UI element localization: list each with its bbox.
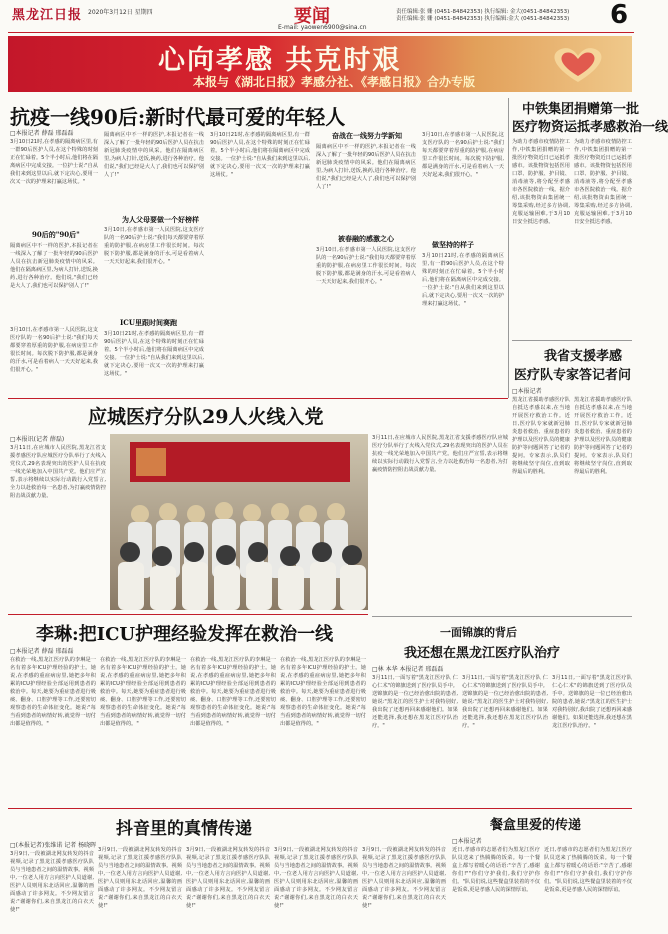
- article5-headline-2: 我还想在黑龙江医疗队治疗: [404, 646, 561, 661]
- article5-text-col3: 3月11日,一面写着"黑龙江医疗队 仁心仁术"的锦旗送到了医疗队员手中。送锦旗的是一位已经治愈出院的患者,她说:"黑龙江的医生护士对我特别好,我出院了还想再回来感谢他们。如果还能选择,我还想在黑龙江医疗队治疗。": [552, 675, 632, 729]
- article7-text-col5: 3月9日,一段被湖北网友转发的抖音视频,记录了黑龙江援孝感医疗队队员与当地患者之间的温情故事。视频中,一位老人用方言向医护人员道谢,医护人员则用东北话回应,温馨的画面感动了许多网友。不少网友留言说:"谢谢你们,来自黑龙江的白衣天使!": [362, 847, 446, 909]
- article7-text-col1: 3月9日,一段被湖北网友转发的抖音视频,记录了黑龙江援孝感医疗队队员与当地患者之间的温情故事。视频中,一位老人用方言向医护人员道谢,医护人员则用东北话回应,温馨的画面感动了许多网友。不少网友留言说:"谢谢你们,来自黑龙江的白衣天使!": [10, 851, 94, 913]
- article2-text-col1: 为助力孝感市疫情防控工作,中铁集团捐赠的第一批医疗物资近日已运抵孝感市。该批物资包括医用口罩、防护服、护目镜、消毒液等,将分配至孝感市各医院救治一线。据介绍,该批物资由集团统一筹集采购,经过多方协调,克服运输困难,于3月10日安全抵达孝感。: [512, 139, 570, 225]
- section-divider-2: [372, 616, 632, 617]
- article1-subhead-3: 90后的"90后": [32, 230, 80, 239]
- masthead: 黑龙江日报: [12, 8, 83, 23]
- article5-headline: 一面锦旗的背后: [440, 626, 517, 639]
- article1-subhead-6: 做坚持的样子: [432, 240, 474, 249]
- article2-headline-2: 医疗物资运抵孝感救治一线: [512, 120, 668, 135]
- article6-text-col4: 在救治一线,黑龙江医疗队的李琳是一名有着多年ICU护理经验的护士。她说,在孝感的重症病房里,她把多年积累的ICU护理经验全部运用到患者的救治中。每天,她要为重症患者进行吸痰、翻身、口腔护理等工作,还要密切观察患者的生命体征变化。她说:"每当看到患者的病情好转,就觉得一切付出都是值得的。": [280, 657, 366, 727]
- article5-text-col2: 3月11日,一面写着"黑龙江医疗队 仁心仁术"的锦旗送到了医疗队员手中。送锦旗的是一位已经治愈出院的患者,她说:"黑龙江的医生护士对我特别好,我出院了还想再回来感谢他们。如果还能选择,我还想在黑龙江医疗队治疗。": [462, 675, 548, 729]
- article7-text-col3: 3月9日,一段被湖北网友转发的抖音视频,记录了黑龙江援孝感医疗队队员与当地患者之间的温情故事。视频中,一位老人用方言向医护人员道谢,医护人员则用东北话回应,温馨的画面感动了许多网友。不少网友留言说:"谢谢你们,来自黑龙江的白衣天使!": [186, 847, 270, 909]
- article6-text-col2: 在救治一线,黑龙江医疗队的李琳是一名有着多年ICU护理经验的护士。她说,在孝感的重症病房里,她把多年积累的ICU护理经验全部运用到患者的救治中。每天,她要为重症患者进行吸痰、翻身、口腔护理等工作,还要密切观察患者的生命体征变化。她说:"每当看到患者的病情好转,就觉得一切付出都是值得的。": [100, 657, 186, 727]
- article4-byline: □本报讯(记者 薛磊): [10, 436, 65, 443]
- article4-photo: [110, 434, 368, 610]
- article8-text-col2: 近日,孝感市的志愿者们为黑龙江医疗队员送来了热腾腾的饭菜。每一个餐盒上都写着暖心的话语:"辛苦了,感谢你们!""你们守护我们,我们守护你们。"队员们说,这些餐盒里装着的不仅是饭菜,更是孝感人民的深情厚谊。: [544, 847, 632, 893]
- article7-byline: □(本报记者)张维诺 记者 杨晓晖: [10, 842, 97, 849]
- article7-headline: 抖音里的真情传递: [116, 819, 252, 839]
- editor-credit: 责任编辑:张 姗 (0451-84842353) 执行编辑: 金大(0451-84842353): [396, 9, 570, 15]
- article4-headline: 应城医疗分队29人火线入党: [88, 406, 324, 428]
- article6-headline: 李琳:把ICU护理经验发挥在救治一线: [36, 624, 334, 645]
- section-rule-2: [8, 614, 368, 615]
- section-title: 要闻: [294, 6, 330, 27]
- article5-byline: □林 本华 本报记者 邢磊磊: [372, 666, 444, 673]
- article1-byline: □本报记者 薛磊 邢磊磊: [10, 130, 74, 137]
- banner-title: 心向孝感 共克时艰: [158, 45, 402, 76]
- article3-byline: □本报记者: [512, 388, 542, 395]
- article1-text-col2c: 3月10日21时,在孝感的隔离病区里,有一群90后医护人员,在这个特殊的时刻正在忙碌着。5个半小时后,他们将在隔离病区中完成交接。一位护士说:"自从我们来到这里以后,就下定决心,要用一次又一次的护理来打赢这场仗。": [104, 331, 204, 377]
- page-number: 6: [610, 0, 629, 30]
- article1-text-col2b: 3月10日,在孝感市第一人民医院,这支医疗队的一名90后护士说:"我们每天都要穿着厚重的防护服,在病房里工作很长时间。每次脱下防护服,都是满身的汗水,可是看着病人一天天好起来,我们很开心。": [104, 227, 204, 265]
- special-banner: [8, 36, 632, 92]
- section-email: E-mail: yaowen6900@sina.cn: [278, 24, 367, 31]
- article1-subhead-5: 被春融的感激之心: [338, 234, 394, 243]
- article4-text-col1: 3月11日,在应城市人民医院,黑龙江省支援孝感医疗队应城医疗分队举行了火线入党仪式,29名表现突出的医护人员在抗疫一线光荣地加入中国共产党。他们庄严宣誓,表示将继续以实际行动践行入党誓言,全力以赴救治每一名患者,为打赢疫情防控阻击战贡献力量。: [10, 445, 106, 499]
- section-divider: [512, 340, 632, 341]
- heart-map-icon: [543, 42, 613, 86]
- article1-text-col1b: 隔离病区中不一样的医护,本报记者在一线深入了解了一批年轻的90后医护人员在抗击新冠肺炎疫情中的风采。他们在隔离病区里,为病人打针,送饭,换药,进行各种治疗。他们说,"我们已经是大人了,我们也可以保护别人了!": [10, 243, 98, 289]
- article6-text-col3: 在救治一线,黑龙江医疗队的李琳是一名有着多年ICU护理经验的护士。她说,在孝感的重症病房里,她把多年积累的ICU护理经验全部运用到患者的救治中。每天,她要为重症患者进行吸痰、翻身、口腔护理等工作,还要密切观察患者的生命体征变化。她说:"每当看到患者的病情好转,就觉得一切付出都是值得的。": [190, 657, 276, 727]
- article8-text-col1: 近日,孝感市的志愿者们为黑龙江医疗队员送来了热腾腾的饭菜。每一个餐盒上都写着暖心的话语:"辛苦了,感谢你们!""你们守护我们,我们守护你们。"队员们说,这些餐盒里装着的不仅是饭菜,更是孝感人民的深情厚谊。: [452, 847, 540, 893]
- article1-text-col3: 3月10日21时,在孝感的隔离病区里,有一群90后医护人员,在这个特殊的时刻正在忙碌着。5个半小时后,他们将在隔离病区中完成交接。一位护士说:"自从我们来到这里以后,就下定决心,要用一次又一次的护理来打赢这场仗。": [210, 132, 310, 178]
- article3-text-col2: 黑龙江省援助孝感医疗队自抵达孝感以来,在当地开展医疗救治工作。近日,医疗队专家就新冠肺炎患者救治、重症患者的护理以及医疗队员的健康防护等问题回答了记者的提问。专家表示,队员们将继续坚守岗位,直到取得最后的胜利。: [574, 397, 632, 475]
- editor-credit-2: 责任编辑:张 姗 (0451-84842353) 执行编辑:金大 (0451-84842353): [396, 16, 570, 22]
- article1-text-col2: 隔离病区中不一样的医护,本报记者在一线深入了解了一批年轻的90后医护人员在抗击新冠肺炎疫情中的风采。他们在隔离病区里,为病人打针,送饭,换药,进行各种治疗。他们说,"我们已经是大人了,我们也可以保护别人了!": [104, 132, 204, 178]
- article1-text-col4: 隔离病区中不一样的医护,本报记者在一线深入了解了一批年轻的90后医护人员在抗击新冠肺炎疫情中的风采。他们在隔离病区里,为病人打针,送饭,换药,进行各种治疗。他们说,"我们已经是大人了,我们也可以保护别人了!": [316, 144, 416, 190]
- section-rule: [8, 398, 508, 399]
- article1-text-col1c: 3月10日,在孝感市第一人民医院,这支医疗队的一名90后护士说:"我们每天都要穿着厚重的防护服,在病房里工作很长时间。每次脱下防护服,都是满身的汗水,可是看着病人一天天好起来,我们很开心。": [10, 327, 98, 373]
- header-rule: [8, 32, 634, 33]
- article8-headline: 餐盒里爱的传递: [490, 818, 582, 833]
- article7-text-col2: 3月9日,一段被湖北网友转发的抖音视频,记录了黑龙江援孝感医疗队队员与当地患者之间的温情故事。视频中,一位老人用方言向医护人员道谢,医护人员则用东北话回应,温馨的画面感动了许多网友。不少网友留言说:"谢谢你们,来自黑龙江的白衣天使!": [98, 847, 182, 909]
- section-rule-3: [8, 808, 632, 809]
- article2-headline: 中铁集团捐赠第一批: [522, 102, 640, 117]
- article1-text-col4b: 3月10日,在孝感市第一人民医院,这支医疗队的一名90后护士说:"我们每天都要穿着厚重的防护服,在病房里工作很长时间。每次脱下防护服,都是满身的汗水,可是看着病人一天天好起来,我们很开心。": [316, 247, 416, 285]
- article1-text-col5b: 3月10日21时,在孝感的隔离病区里,有一群90后医护人员,在这个特殊的时刻正在忙碌着。5个半小时后,他们将在隔离病区中完成交接。一位护士说:"自从我们来到这里以后,就下定决心,要用一次又一次的护理来打赢这场仗。": [422, 253, 504, 307]
- article1-subhead-4: 奋战在一线努力学新知: [332, 131, 402, 140]
- article8-byline: □本报记者: [452, 838, 482, 845]
- article1-text-col1: 3月10日21时,在孝感的隔离病区里,有一群90后医护人员,在这个特殊的时刻正在忙碌着。5个半小时后,他们将在隔离病区中完成交接。一位护士说:"自从我们来到这里以后,就下定决心,要用一次又一次的护理来打赢这场仗。": [10, 139, 98, 185]
- article5-text-col1: 3月11日,一面写着"黑龙江医疗队 仁心仁术"的锦旗送到了医疗队员手中。送锦旗的是一位已经治愈出院的患者,她说:"黑龙江的医生护士对我特别好,我出院了还想再回来感谢他们。如果还能选择,我还想在黑龙江医疗队治疗。": [372, 675, 458, 729]
- article1-headline: 抗疫一线90后:新时代最可爱的年轻人: [10, 105, 346, 129]
- article4-text-col2: 3月11日,在应城市人民医院,黑龙江省支援孝感医疗队应城医疗分队举行了火线入党仪式,29名表现突出的医护人员在抗疫一线光荣地加入中国共产党。他们庄严宣誓,表示将继续以实际行动践行入党誓言,全力以赴救治每一名患者,为打赢疫情防控阻击战贡献力量。: [372, 435, 508, 473]
- column-divider: [508, 98, 509, 398]
- article3-text-col1: 黑龙江省援助孝感医疗队自抵达孝感以来,在当地开展医疗救治工作。近日,医疗队专家就新冠肺炎患者救治、重症患者的护理以及医疗队员的健康防护等问题回答了记者的提问。专家表示,队员们将继续坚守岗位,直到取得最后的胜利。: [512, 397, 570, 475]
- article1-subhead-1: 为人父母要做一个好榜样: [122, 215, 199, 224]
- article6-byline: □本报记者 薛磊 邢磊磊: [10, 648, 74, 655]
- banner-subtitle: 本报与《湖北日报》孝感分社、《孝感日报》合办专版: [193, 75, 476, 89]
- article2-text-col2: 为助力孝感市疫情防控工作,中铁集团捐赠的第一批医疗物资近日已运抵孝感市。该批物资包括医用口罩、防护服、护目镜、消毒液等,将分配至孝感市各医院救治一线。据介绍,该批物资由集团统一筹集采购,经过多方协调,克服运输困难,于3月10日安全抵达孝感。: [574, 139, 632, 225]
- article6-text-col1: 在救治一线,黑龙江医疗队的李琳是一名有着多年ICU护理经验的护士。她说,在孝感的重症病房里,她把多年积累的ICU护理经验全部运用到患者的救治中。每天,她要为重症患者进行吸痰、翻身、口腔护理等工作,还要密切观察患者的生命体征变化。她说:"每当看到患者的病情好转,就觉得一切付出都是值得的。": [10, 657, 96, 727]
- article1-text-col5: 3月10日,在孝感市第一人民医院,这支医疗队的一名90后护士说:"我们每天都要穿着厚重的防护服,在病房里工作很长时间。每次脱下防护服,都是满身的汗水,可是看着病人一天天好起来,我们很开心。": [422, 132, 504, 178]
- article3-headline: 我省支援孝感: [544, 349, 623, 364]
- issue-date: 2020年3月12日 星期四: [88, 9, 153, 16]
- article3-headline-2: 医疗队专家答记者问: [514, 368, 632, 383]
- article7-text-col4: 3月9日,一段被湖北网友转发的抖音视频,记录了黑龙江援孝感医疗队队员与当地患者之间的温情故事。视频中,一位老人用方言向医护人员道谢,医护人员则用东北话回应,温馨的画面感动了许多网友。不少网友留言说:"谢谢你们,来自黑龙江的白衣天使!": [274, 847, 358, 909]
- article1-subhead-2: ICU里跟时间赛跑: [120, 318, 177, 327]
